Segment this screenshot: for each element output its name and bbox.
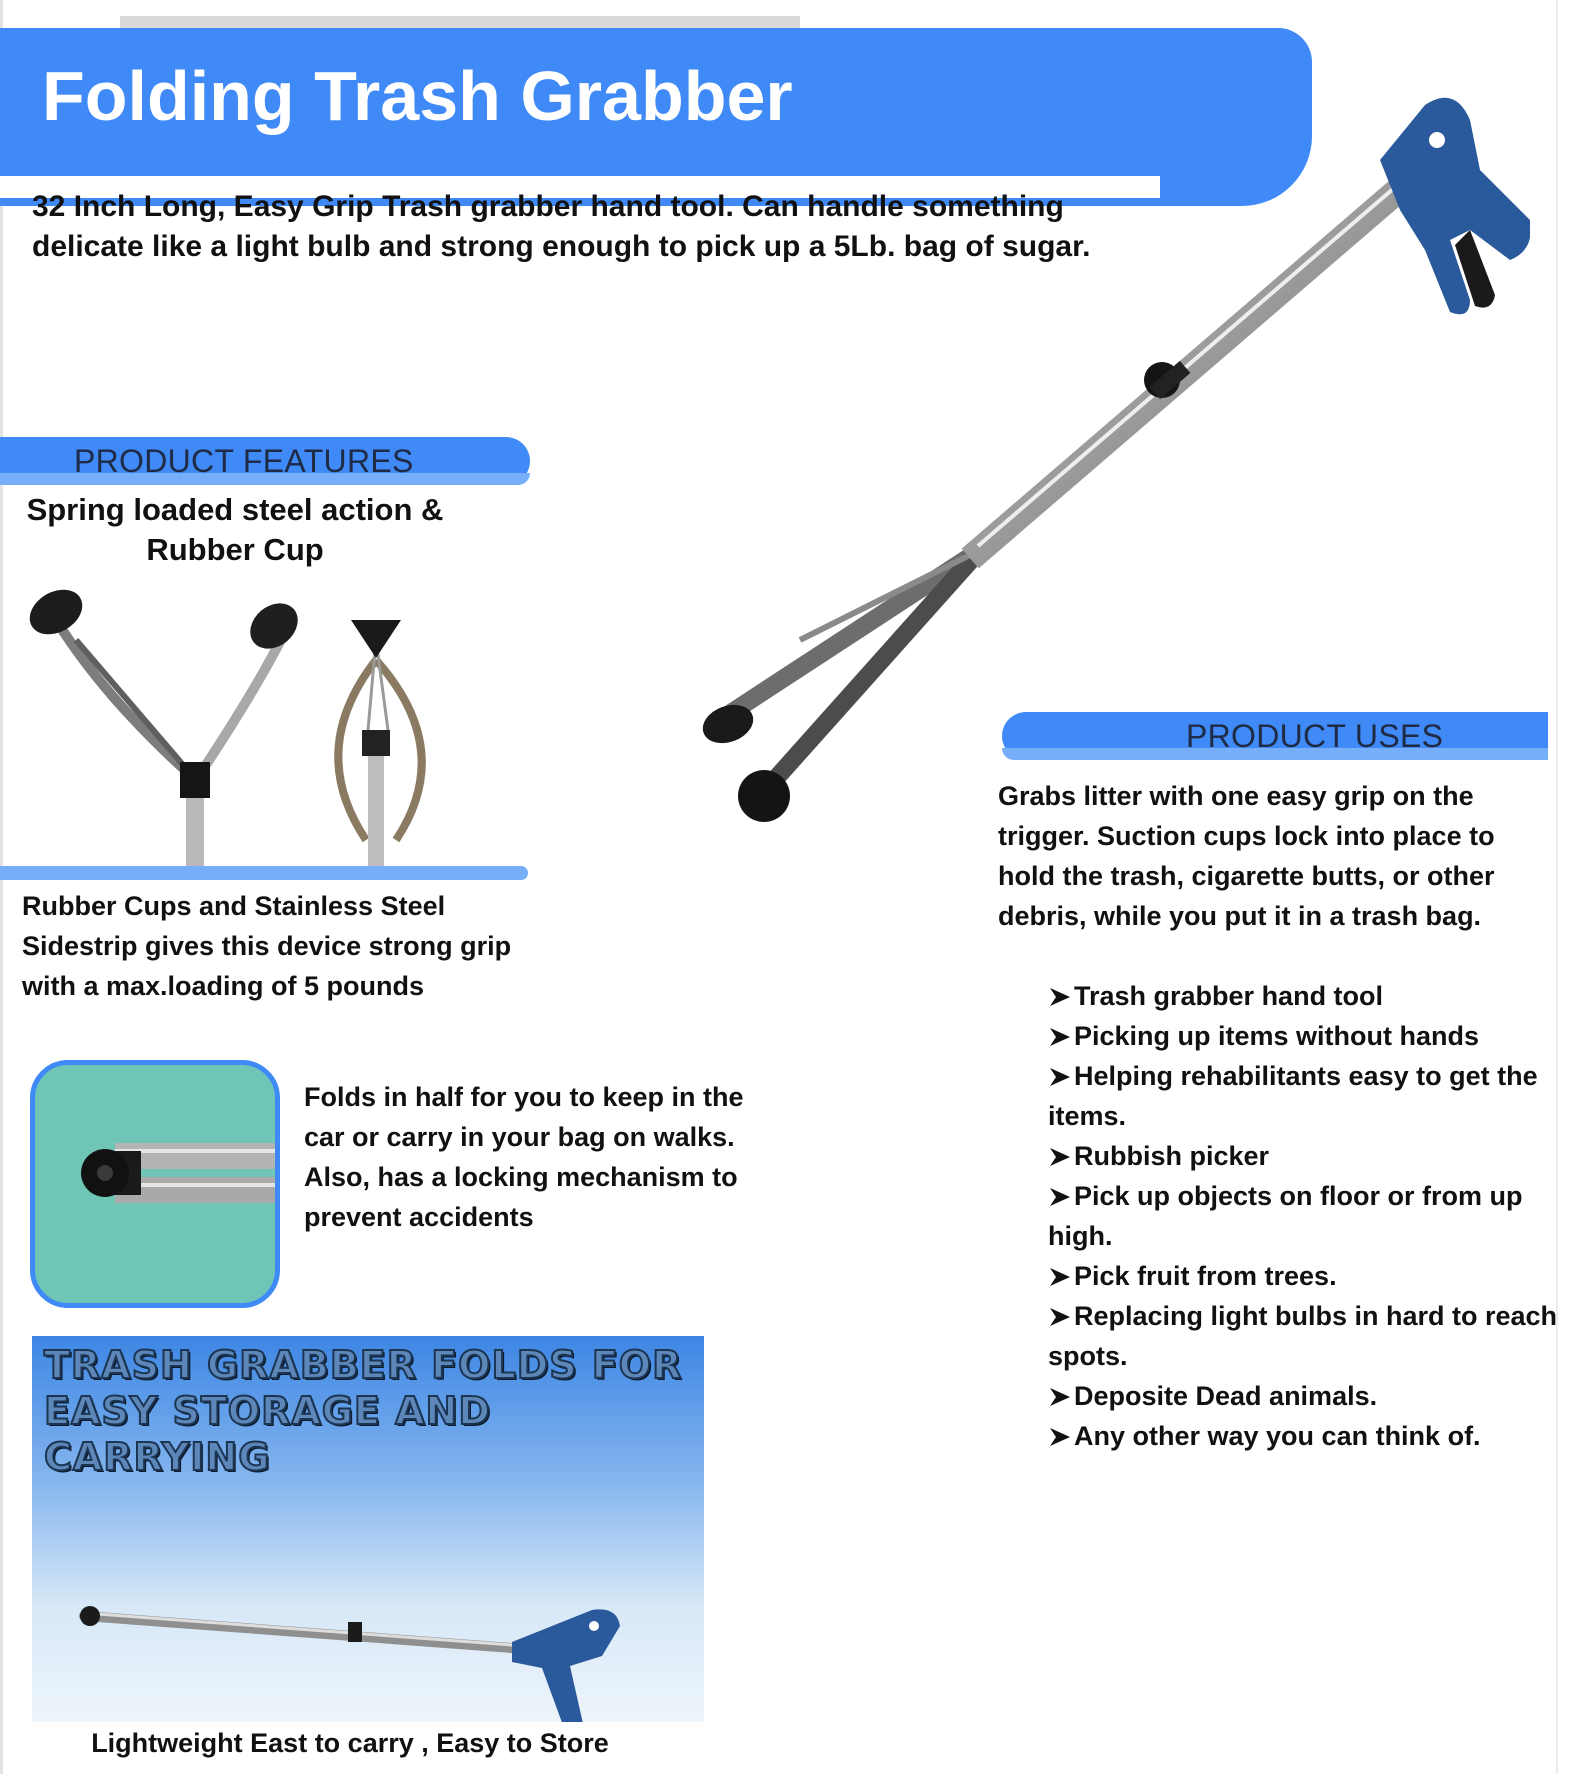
uses-description: Grabs litter with one easy grip on the trigger. Suction cups lock into place to hold the trash, cigarette butts, or other debris, while you put it in a trash bag.	[998, 781, 1495, 931]
arrow-bullet-icon	[1048, 1305, 1074, 1329]
features-divider-bar	[0, 866, 528, 880]
arrow-bullet-icon	[1048, 1385, 1074, 1409]
storage-headline: TRASH GRABBER FOLDS FOR EASY STORAGE AND CARRYING	[44, 1343, 683, 1479]
top-strip	[120, 16, 800, 28]
uses-banner	[1002, 712, 1548, 760]
intro-text: 32 Inch Long, Easy Grip Trash grabber hand tool. Can handle something delicate like a light bulb and strong enough to pick up a 5Lb. bag of sugar.	[32, 190, 1091, 263]
list-item: Rubbish picker	[1048, 1136, 1568, 1176]
rubber-cup-jaws-image	[16, 580, 486, 870]
features-heading: Spring loaded steel action & Rubber Cup	[26, 492, 444, 567]
features-banner	[0, 437, 530, 485]
list-item: Pick fruit from trees.	[1048, 1256, 1568, 1296]
list-item: Pick up objects on floor or from up high.	[1048, 1181, 1523, 1251]
uses-list	[1048, 976, 1568, 1456]
storage-image	[32, 1336, 704, 1722]
list-item: Trash grabber hand tool	[1048, 976, 1568, 1016]
arrow-bullet-icon	[1048, 1265, 1074, 1289]
uses-banner-label: PRODUCT USES	[1186, 718, 1444, 754]
features-banner-label: PRODUCT FEATURES	[74, 443, 414, 479]
list-item: Any other way you can think of.	[1048, 1416, 1568, 1456]
arrow-bullet-icon	[1048, 985, 1074, 1009]
page-title: Folding Trash Grabber	[42, 57, 793, 135]
storage-caption: Lightweight East to carry , Easy to Store	[91, 1728, 609, 1758]
arrow-bullet-icon	[1048, 1185, 1074, 1209]
list-item: Picking up items without hands	[1048, 1016, 1568, 1056]
list-item: Helping rehabilitants easy to get the items.	[1048, 1061, 1538, 1131]
list-item: Deposite Dead animals.	[1048, 1376, 1568, 1416]
list-item: Replacing light bulbs in hard to reach spots.	[1048, 1301, 1558, 1371]
arrow-bullet-icon	[1048, 1145, 1074, 1169]
arrow-bullet-icon	[1048, 1065, 1074, 1089]
fold-description: Folds in half for you to keep in the car or carry in your bag on walks. Also, has a locking mechanism to prevent accidents	[304, 1082, 744, 1232]
features-description: Rubber Cups and Stainless Steel Sidestrip gives this device strong grip with a max.loading of 5 pounds	[22, 891, 512, 1001]
arrow-bullet-icon	[1048, 1425, 1074, 1449]
arrow-bullet-icon	[1048, 1025, 1074, 1049]
page-left-edge	[0, 0, 3, 1774]
folding-lock-image	[30, 1060, 280, 1308]
